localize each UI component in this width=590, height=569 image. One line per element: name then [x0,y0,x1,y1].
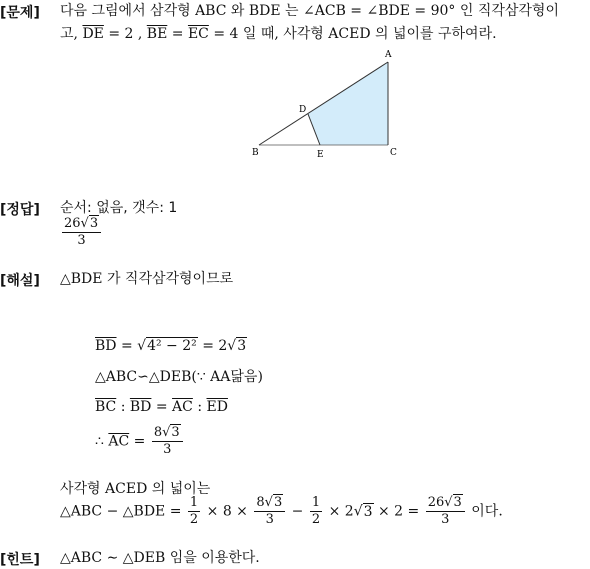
problem-line-2: 고, $\overline{DE} = 2$ , $\overline{BE} = \overline{EC} = 4$ 일 때, 사각형 ACED 의 넓이를 구하여라. [60,26,497,42]
solution-eq-4: ∴ $\overline{AC}$ = $\frac{8√3}{3}$ [95,426,185,457]
label-c: C [390,148,397,158]
solution-area-eq: △ABC − △BDE = $\frac{1}{2}$ × 8 × $\frac{8√3}{3}$ − $\frac{1}{2}$ × 2√3 × 2 = $\frac{26√3}{3}$ 이다. [60,495,503,527]
quadrilateral-aced-fill [308,62,388,145]
label-b: B [252,148,259,158]
answer-value: $\frac{26√3}{3}$ [60,217,103,248]
label-e: E [317,150,324,160]
hint-text: △ABC ∼ △DEB 임을 이용한다. [60,550,260,566]
triangle-figure [245,45,405,163]
hint-tag: [힌트] [0,552,40,568]
solution-tag: [해설] [0,273,40,289]
answer-tag: [정답] [0,202,40,218]
solution-eq-3: $\overline{BC}$ : $\overline{BD} = \overline{AC}$ : $\overline{ED}$ [95,399,228,415]
solution-area-intro: 사각형 ACED 의 넓이는 [60,481,211,497]
problem-tag: [문제] [0,5,40,21]
answer-line: 순서: 없음, 갯수: 1 [60,200,178,216]
problem-line-1: 다음 그림에서 삼각형 ABC 와 BDE 는 ∠ACB = ∠BDE = 90° 인 직각삼각형이 [60,3,559,19]
label-d: D [299,105,307,115]
label-a: A [385,50,392,60]
solution-eq-2: △ABC∽△DEB(∵ AA닮음) [95,369,263,385]
solution-eq-1: $\overline{BD} = √4^2 - 2^2 = 2√3$ [95,338,247,354]
solution-intro: △BDE 가 직각삼각형이므로 [60,271,234,287]
